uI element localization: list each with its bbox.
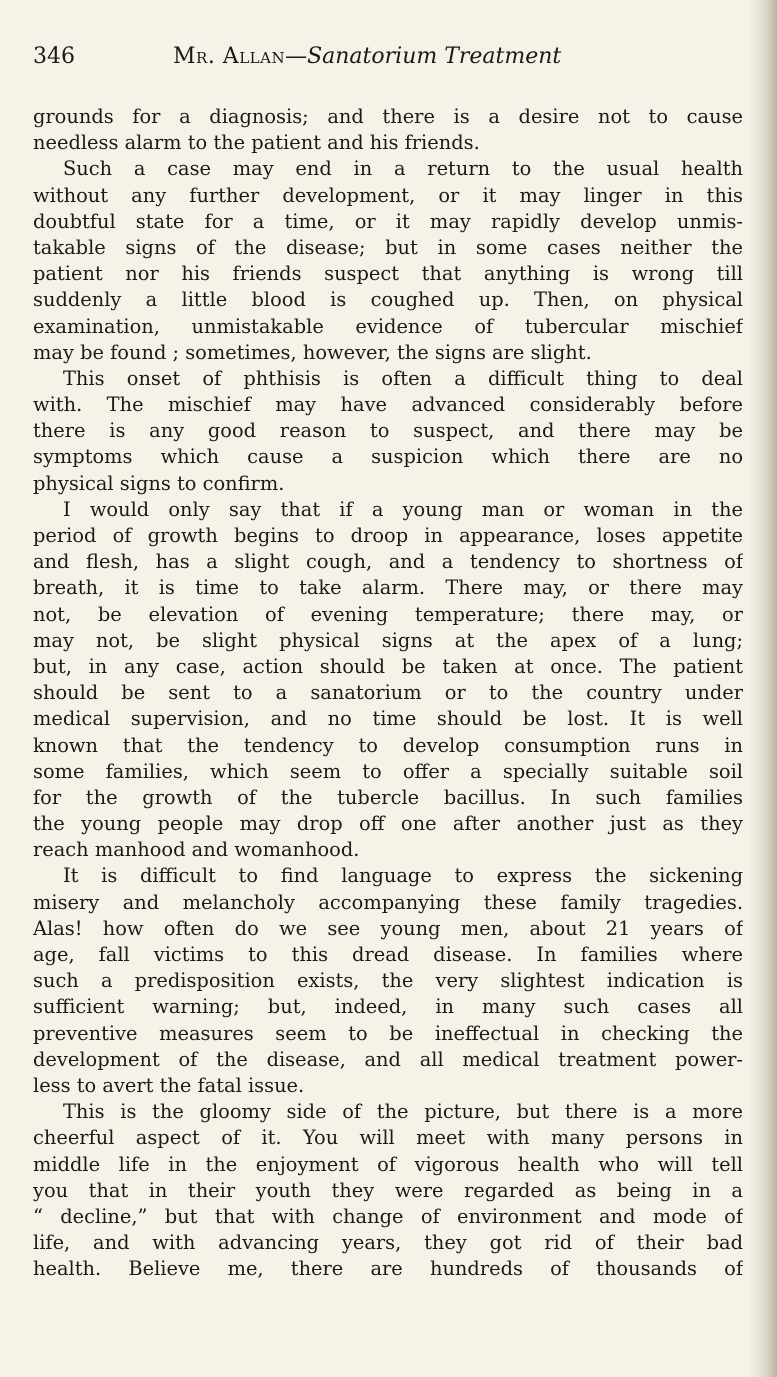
text-line: development of the disease, and all medical treatment power- (33, 1047, 743, 1071)
text-line: may be found ; sometimes, however, the signs are slight. (33, 340, 592, 364)
text-line: preventive measures seem to be ineffectual in checking the (33, 1021, 743, 1045)
text-line: doubtful state for a time, or it may rapidly develop unmis- (33, 209, 743, 233)
text-line: misery and melancholy accompanying these family tragedies. (33, 890, 743, 914)
text-line: physical signs to confirm. (33, 471, 285, 495)
text-line: you that in their youth they were regarded as being in a (33, 1178, 743, 1202)
body-text (33, 104, 743, 1282)
text-line: period of growth begins to droop in appearance, loses appetite (33, 524, 743, 547)
text-line: Alas! how often do we see young men, about 21 years of (33, 916, 743, 940)
text-line: there is any good reason to suspect, and there may be (33, 419, 743, 443)
text-line: health. Believe me, there are hundreds of thousands of (33, 1257, 743, 1281)
text-line: cheerful aspect of it. You will meet with many persons in (33, 1126, 743, 1150)
text-line: grounds for a diagnosis; and there is a desire not to cause (33, 105, 743, 128)
text-line: examination, unmistakable evidence of tubercular mischief (33, 314, 743, 338)
chapter-title: Sanatorium Treatment (307, 44, 562, 69)
text-line: needless alarm to the patient and his friends. (33, 131, 480, 155)
text-line: without any further development, or it may linger in this (33, 183, 743, 207)
text-line: less to avert the fatal issue. (33, 1073, 305, 1097)
running-title (173, 44, 561, 69)
text-line: age, fall victims to this dread disease. In families where (33, 943, 743, 966)
text-line: the young people may drop off one after another just as they (33, 812, 743, 836)
running-header (33, 44, 743, 84)
page-number: 346 (33, 44, 75, 69)
text-line: I would only say that if a young man or woman in the (63, 497, 743, 521)
text-line: some families, which seem to offer a specially suitable soil (33, 759, 743, 783)
text-line: breath, it is time to take alarm. There may, or there may (33, 576, 743, 600)
text-line: symptoms which cause a suspicion which there are no (33, 445, 743, 469)
text-line: may not, be slight physical signs at the apex of a lung; (33, 628, 743, 652)
author-name: Mr. Allan (173, 44, 286, 69)
text-line: takable signs of the disease; but in some cases neither the (33, 235, 743, 259)
text-line: medical supervision, and no time should be lost. It is well (33, 707, 743, 731)
text-line: It is difficult to find language to express the sickening (63, 864, 743, 888)
text-line: for the growth of the tubercle bacillus. In such families (33, 785, 743, 809)
text-line: This onset of phthisis is often a difficult thing to deal (63, 366, 743, 390)
page-edge-shadow (749, 0, 777, 1377)
title-separator: — (285, 44, 308, 69)
text-line: reach manhood and womanhood. (33, 838, 360, 862)
text-line: patient nor his friends suspect that anything is wrong till (33, 262, 743, 286)
text-line: Such a case may end in a return to the usual health (63, 157, 743, 181)
text-line: suddenly a little blood is coughed up. Then, on physical (33, 288, 743, 312)
text-line: not, be elevation of evening temperature; there may, or (33, 602, 743, 626)
text-line: should be sent to a sanatorium or to the country under (33, 681, 743, 705)
text-line: known that the tendency to develop consumption runs in (33, 733, 743, 757)
text-line: This is the gloomy side of the picture, but there is a more (63, 1100, 743, 1124)
text-line: with. The mischief may have advanced considerably before (33, 393, 743, 417)
text-line: such a predisposition exists, the very slightest indication is (33, 969, 743, 993)
text-line: middle life in the enjoyment of vigorous health who will tell (33, 1152, 743, 1176)
text-line: “ decline,” but that with change of environment and mode of (33, 1204, 743, 1228)
text-line: sufficient warning; but, indeed, in many such cases all (33, 995, 743, 1019)
text-line: but, in any case, action should be taken at once. The patient (33, 654, 743, 678)
text-line: and flesh, has a slight cough, and a tendency to shortness of (33, 550, 743, 574)
text-line: life, and with advancing years, they got rid of their bad (33, 1231, 743, 1255)
